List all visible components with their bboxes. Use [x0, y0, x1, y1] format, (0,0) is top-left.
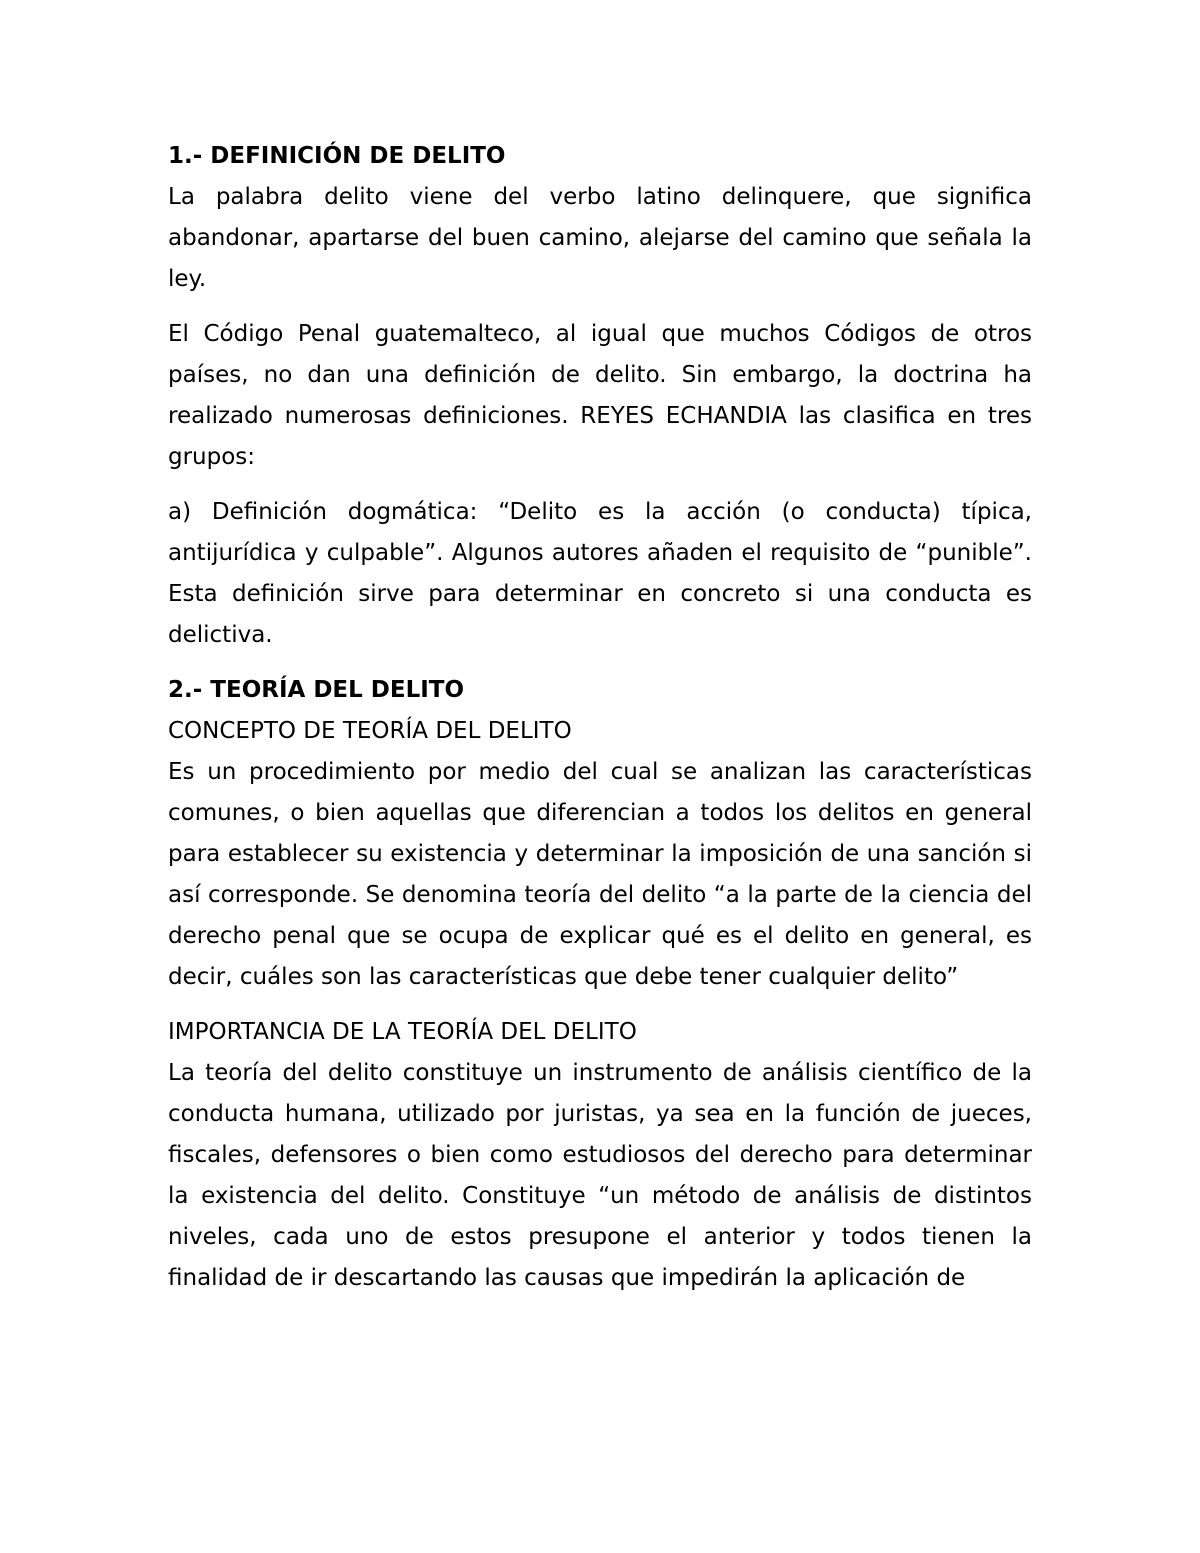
document-page: [168, 136, 1032, 1299]
section-1-paragraph-2: El Código Penal guatemalteco, al igual que muchos Códigos de otros países, no dan una definición de delito. Sin embargo, la doctrina ha realizado numerosas definiciones. REYES ECHANDIA las clasifica en tres grupos:: [168, 321, 1032, 470]
section-1-paragraph-3: a) Definición dogmática: “Delito es la acción (o conducta) típica, antijurídica y culpable”. Algunos autores añaden el requisito de “punible”. Esta definición sirve para determinar en concreto si una conducta es delictiva.: [168, 499, 1032, 648]
section-1-heading: 1.- DEFINICIÓN DE DELITO: [168, 143, 506, 169]
section-2-heading: 2.- TEORÍA DEL DELITO: [168, 677, 465, 703]
importance-title: IMPORTANCIA DE LA TEORÍA DEL DELITO: [168, 1019, 637, 1045]
concept-title: CONCEPTO DE TEORÍA DEL DELITO: [168, 718, 572, 744]
importance-paragraph: La teoría del delito constituye un instrumento de análisis científico de la conducta humana, utilizado por juristas, ya sea en la función de jueces, fiscales, defensores o bien como estudiosos del derecho para determinar la existencia del delito. Constituye “un método de análisis de distintos niveles, cada uno de estos presupone el anterior y todos tienen la finalidad de ir descartando las causas que impedirán la aplicación de: [168, 1060, 1032, 1291]
section-1-paragraph-1: La palabra delito viene del verbo latino delinquere, que significa abandonar, apartarse del buen camino, alejarse del camino que señala la ley.: [168, 184, 1032, 292]
concept-paragraph: Es un procedimiento por medio del cual se analizan las características comunes, o bien aquellas que diferencian a todos los delitos en general para establecer su existencia y determinar la imposición de una sanción si así corresponde. Se denomina teoría del delito “a la parte de la ciencia del derecho penal que se ocupa de explicar qué es el delito en general, es decir, cuáles son las características que debe tener cualquier delito”: [168, 759, 1032, 990]
